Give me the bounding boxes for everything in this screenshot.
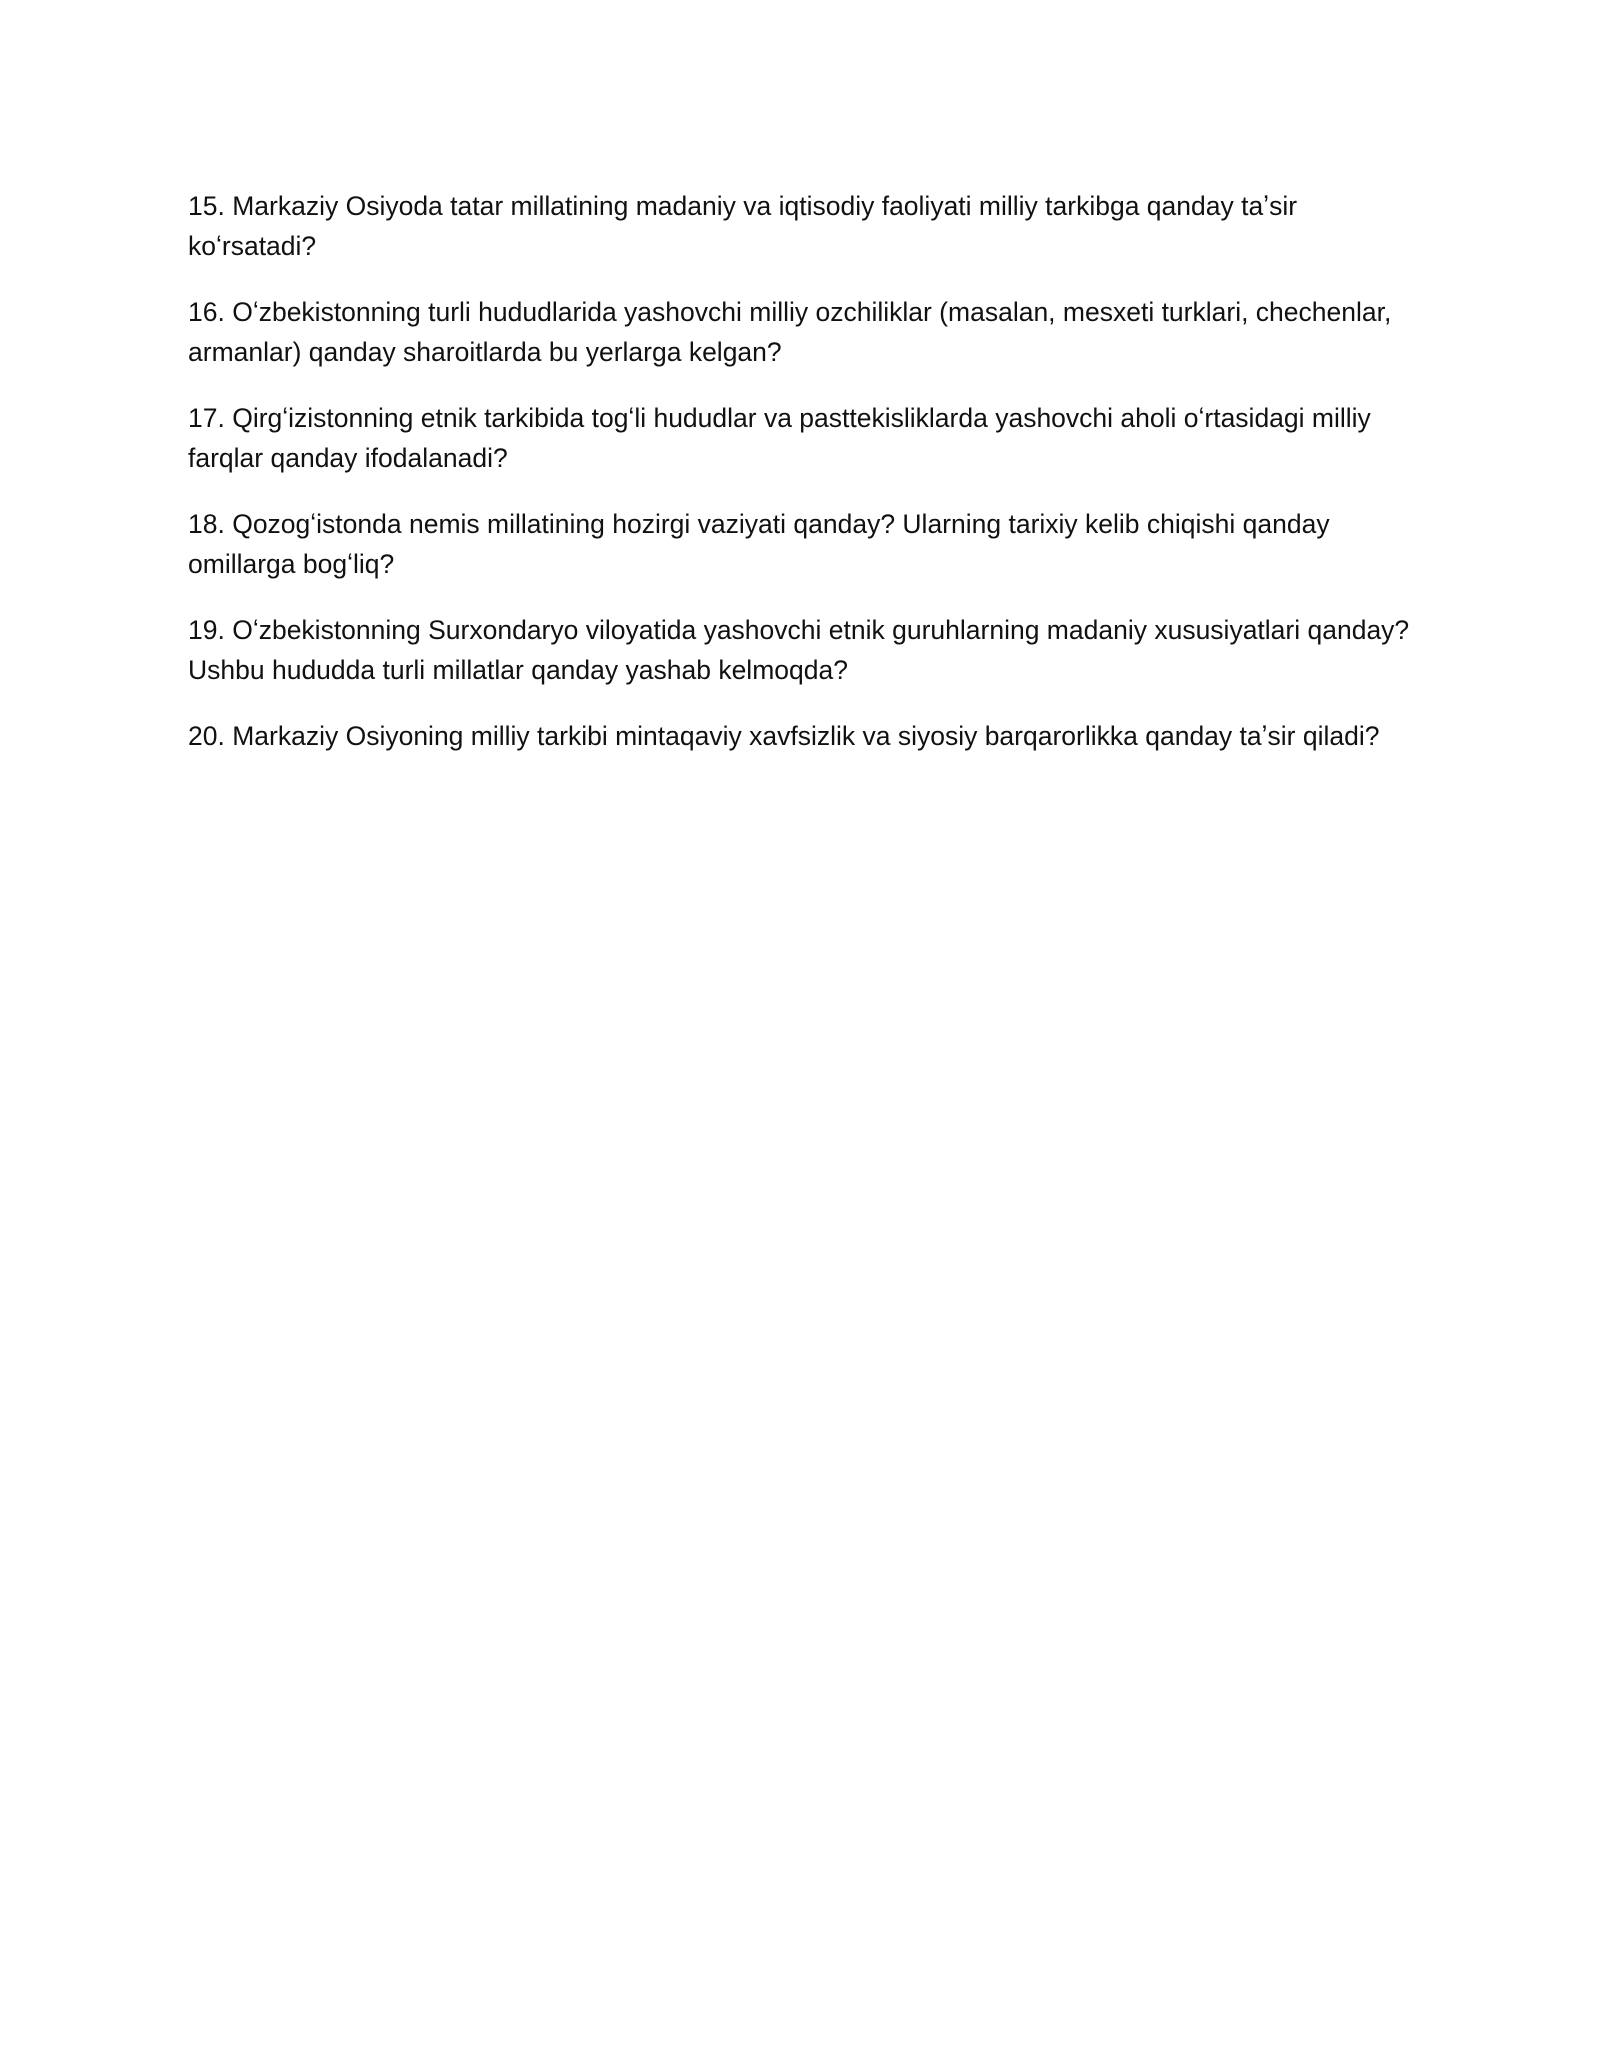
question-16: 16. Oʻzbekistonning turli hududlarida yashovchi milliy ozchiliklar (masalan, mesxeti turklari, chechenlar, armanlar) qanday sharoitlarda bu yerlarga kelgan? (188, 297, 1392, 367)
question-20: 20. Markaziy Osiyoning milliy tarkibi mintaqaviy xavfsizlik va siyosiy barqarorlikka qanday taʼsir qiladi? (188, 721, 1380, 751)
question-19: 19. Oʻzbekistonning Surxondaryo viloyatida yashovchi etnik guruhlarning madaniy xususiyatlari qanday? Ushbu hududda turli millatlar qanday yashab kelmoqda? (188, 615, 1410, 685)
question-15: 15. Markaziy Osiyoda tatar millatining madaniy va iqtisodiy faoliyati milliy tarkibga qanday taʼsir koʻrsatadi? (188, 191, 1298, 261)
question-18: 18. Qozogʻistonda nemis millatining hozirgi vaziyati qanday? Ularning tarixiy kelib chiqishi qanday omillarga bogʻliq? (188, 509, 1330, 579)
question-list (188, 186, 1428, 782)
question-17: 17. Qirgʻizistonning etnik tarkibida togʻli hududlar va pasttekisliklarda yashovchi aholi oʻrtasidagi milliy farqlar qanday ifodalanadi? (188, 403, 1371, 473)
